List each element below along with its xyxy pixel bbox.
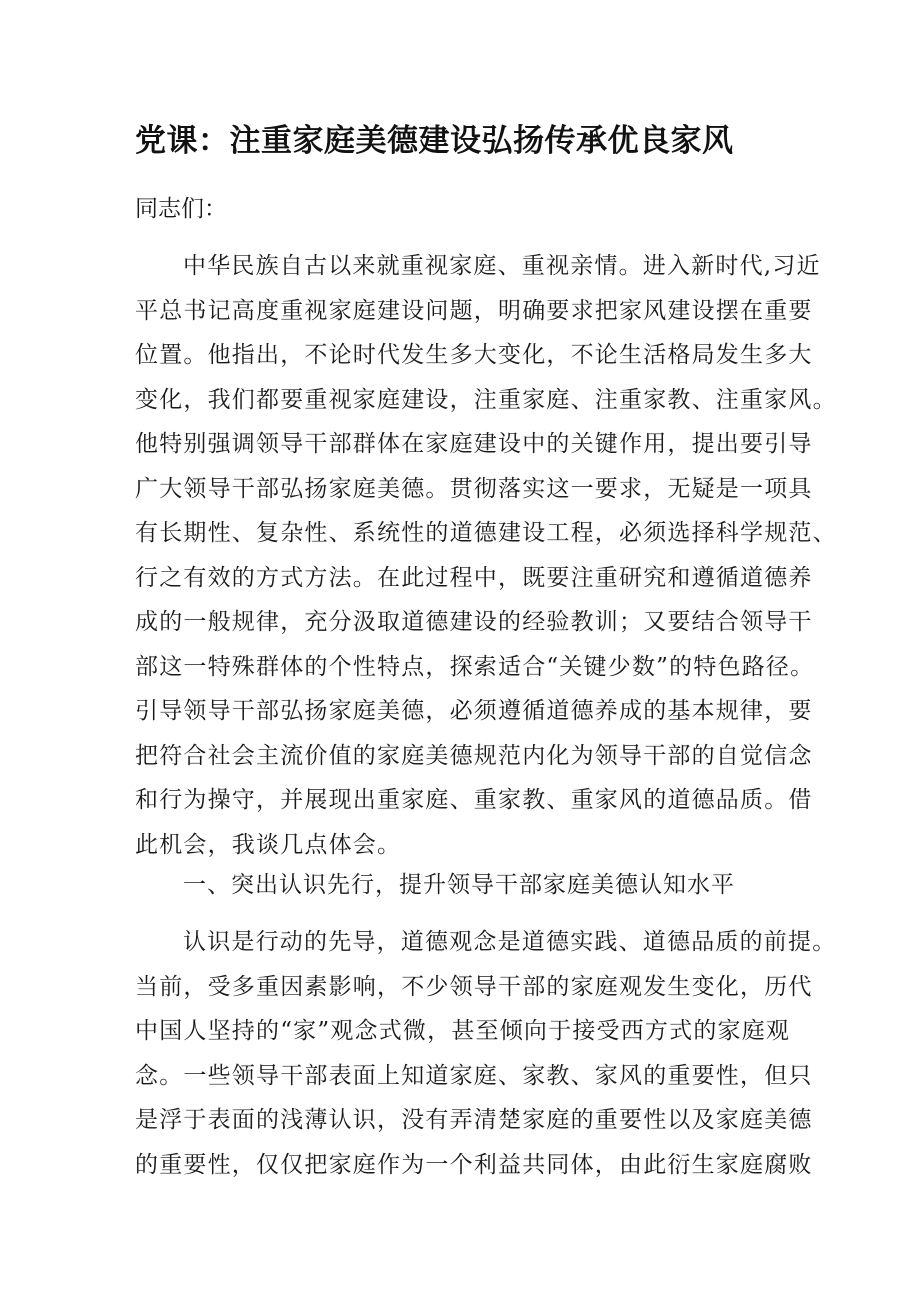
text-line: 平总书记高度重视家庭建设问题，明确要求把家风建设摆在重要 — [135, 297, 813, 324]
text-line: 位置。他指出，不论时代发生多大变化，不论生活格局发生多大 — [135, 342, 813, 368]
text-line: 把符合社会主流价值的家庭美德规范内化为领导干部的自觉信念 — [135, 742, 813, 769]
text-line: 行之有效的方式方法。在此过程中，既要注重研究和遵循道德养 — [135, 564, 813, 591]
text-line: 是浮于表面的浅薄认识，没有弄清楚家庭的重要性以及家庭美德 — [135, 1107, 813, 1133]
document-title: 党课：注重家庭美德建设弘扬传承优良家风 — [135, 123, 734, 159]
text-line: 有长期性、复杂性、系统性的道德建设工程，必须选择科学规范、 — [135, 520, 837, 546]
section-heading-1: 一、突出认识先行，提升领导干部家庭美德认知水平 — [183, 872, 735, 898]
text-line: 当前，受多重因素影响，不少领导干部的家庭观发生变化，历代 — [135, 973, 813, 1000]
text-line: 念。一些领导干部表面上知道家庭、家教、家风的重要性，但只 — [135, 1062, 813, 1089]
salutation: 同志们： — [135, 196, 227, 222]
text-line: 他特别强调领导干部群体在家庭建设中的关键作用，提出要引导 — [135, 431, 813, 457]
text-line: 部这一特殊群体的个性特点，探索适合“关键少数”的特色路径。 — [135, 653, 815, 680]
text-line: 中国人坚持的“家”观念式微，甚至倾向于接受西方式的家庭观 — [135, 1018, 791, 1044]
text-line: 和行为操守，并展现出重家庭、重家教、重家风的道德品质。借 — [135, 787, 813, 813]
text-line: 广大领导干部弘扬家庭美德。贯彻落实这一要求，无疑是一项具 — [135, 475, 813, 502]
text-line: 变化，我们都要重视家庭建设，注重家庭、注重家教、注重家风。 — [135, 386, 837, 413]
paragraph-1 — [135, 244, 837, 867]
text-line: 的重要性，仅仅把家庭作为一个利益共同体，由此衍生家庭腐败 — [135, 1151, 813, 1178]
text-line: 中华民族自古以来就重视家庭、重视亲情。进入新时代,习近 — [183, 253, 821, 279]
text-line: 认识是行动的先导，道德观念是道德实践、道德品质的前提。 — [183, 929, 837, 955]
text-line: 此机会，我谈几点体会。 — [135, 831, 402, 858]
text-line: 引导领导干部弘扬家庭美德，必须遵循道德养成的基本规律，要 — [135, 698, 813, 724]
text-line: 成的一般规律，充分汲取道德建设的经验教训；又要结合领导干 — [135, 609, 813, 635]
paragraph-2 — [135, 920, 837, 1187]
